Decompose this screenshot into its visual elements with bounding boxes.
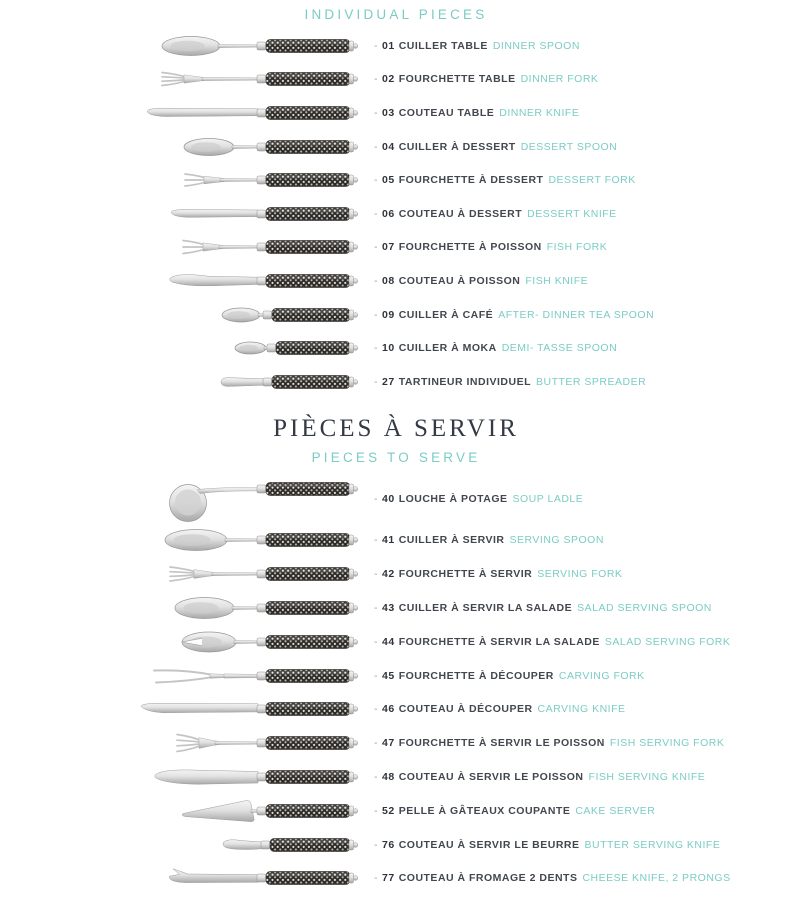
item-code: 03: [382, 106, 395, 119]
cutlery-image-dinner-fork: [0, 64, 366, 94]
cutlery-label: [374, 107, 579, 119]
item-name-en: BUTTER SPREADER: [536, 375, 647, 388]
item-row-46: [0, 693, 792, 727]
item-name-en: CARVING FORK: [558, 669, 645, 682]
item-code: 01: [382, 39, 395, 52]
dessert-knife-icon: [136, 199, 366, 229]
item-row-07: [0, 231, 792, 265]
item-row-48: [0, 760, 792, 794]
cutlery-image-cheese-knife: [0, 863, 366, 893]
dinner-knife-icon: [136, 98, 366, 128]
item-row-27: [0, 365, 792, 399]
carving-fork-icon: [136, 661, 366, 691]
item-row-52: [0, 794, 792, 828]
item-name-fr: CUILLER À SERVIR LA SALADE: [398, 602, 573, 615]
item-row-03: [0, 96, 792, 130]
cutlery-label: [374, 342, 617, 354]
cake-server-icon: [136, 796, 366, 826]
item-dash: -: [374, 375, 378, 388]
salad-serving-spoon-icon: [136, 593, 366, 623]
cutlery-image-dessert-fork: [0, 165, 366, 195]
cutlery-label: [374, 534, 604, 546]
item-name-fr: CUILLER TABLE: [398, 39, 488, 52]
item-dash: -: [374, 534, 378, 547]
item-dash: -: [374, 669, 378, 682]
item-name-fr: FOURCHETTE TABLE: [398, 73, 516, 86]
cutlery-label: [374, 376, 646, 388]
item-code: 45: [382, 669, 395, 682]
cutlery-image-serving-spoon: [0, 525, 366, 555]
item-name-fr: FOURCHETTE À POISSON: [398, 241, 542, 254]
item-dash: -: [374, 493, 378, 506]
cutlery-image-butter-serving-knife: [0, 830, 366, 860]
item-row-41: [0, 524, 792, 558]
moka-spoon-icon: [136, 333, 366, 363]
item-code: 05: [382, 174, 395, 187]
item-code: 44: [382, 635, 395, 648]
section-serve-title: PIÈCES À SERVIR: [273, 414, 519, 442]
cutlery-label: [374, 872, 731, 884]
item-name-fr: FOURCHETTE À SERVIR LA SALADE: [398, 635, 600, 648]
item-dash: -: [374, 771, 378, 783]
fish-knife-icon: [136, 266, 366, 296]
item-name-en: SOUP LADLE: [512, 493, 584, 506]
item-dash: -: [374, 635, 378, 648]
section-individual-header: INDIVIDUAL PIECES: [304, 7, 488, 22]
item-name-fr: COUTEAU TABLE: [398, 106, 495, 119]
item-name-fr: COUTEAU À POISSON: [398, 274, 521, 287]
item-row-43: [0, 591, 792, 625]
item-row-02: [0, 63, 792, 97]
item-code: 08: [382, 274, 395, 287]
cutlery-label: [374, 771, 705, 783]
cheese-knife-icon: [136, 863, 366, 893]
item-row-01: [0, 29, 792, 63]
dinner-fork-icon: [136, 64, 366, 94]
item-code: 77: [382, 872, 395, 885]
cutlery-image-carving-fork: [0, 661, 366, 691]
item-name-en: SALAD SERVING SPOON: [577, 602, 712, 615]
item-name-fr: CUILLER À SERVIR: [398, 534, 505, 547]
item-name-en: CARVING KNIFE: [537, 703, 626, 716]
carving-knife-icon: [136, 694, 366, 724]
item-name-fr: FOURCHETTE À SERVIR: [398, 568, 533, 581]
item-row-05: [0, 163, 792, 197]
item-name-en: FISH SERVING FORK: [609, 737, 725, 750]
item-name-en: DINNER FORK: [520, 73, 599, 86]
item-row-42: [0, 557, 792, 591]
cutlery-label: [374, 208, 617, 220]
item-name-en: SALAD SERVING FORK: [604, 635, 731, 648]
dessert-fork-icon: [136, 165, 366, 195]
item-code: 42: [382, 568, 395, 581]
item-code: 76: [382, 838, 395, 851]
cutlery-label: [374, 275, 588, 287]
cutlery-image-dinner-spoon: [0, 31, 366, 61]
item-dash: -: [374, 737, 378, 750]
item-dash: -: [374, 804, 378, 817]
item-code: 46: [382, 703, 395, 716]
cutlery-label: [374, 73, 598, 85]
item-name-en: DESSERT KNIFE: [527, 207, 617, 220]
item-dash: -: [374, 342, 378, 355]
item-name-en: SERVING SPOON: [509, 534, 604, 547]
item-name-fr: COUTEAU À DESSERT: [398, 207, 523, 220]
cutlery-image-dessert-spoon: [0, 132, 366, 162]
cutlery-label: [374, 703, 626, 715]
cutlery-label: [374, 602, 712, 614]
section-serve-subtitle: PIECES TO SERVE: [311, 449, 481, 465]
item-name-fr: COUTEAU À FROMAGE 2 DENTS: [398, 872, 578, 885]
fish-serving-knife-icon: [136, 762, 366, 792]
cutlery-label: [374, 839, 720, 851]
cutlery-label: [374, 141, 617, 153]
item-name-fr: CUILLER À MOKA: [398, 342, 497, 355]
cutlery-image-fish-knife: [0, 266, 366, 296]
cutlery-image-dessert-knife: [0, 199, 366, 229]
item-name-en: AFTER- DINNER TEA SPOON: [498, 308, 655, 321]
serving-pieces-list: [0, 475, 792, 896]
item-dash: -: [374, 274, 378, 287]
item-name-fr: FOURCHETTE À SERVIR LE POISSON: [398, 737, 605, 750]
item-name-en: FISH SERVING KNIFE: [588, 771, 706, 783]
item-name-en: FISH FORK: [546, 241, 608, 254]
item-dash: -: [374, 106, 378, 119]
item-row-76: [0, 828, 792, 862]
cutlery-image-cake-server: [0, 796, 366, 826]
item-name-en: DINNER KNIFE: [499, 106, 580, 119]
cutlery-label: [374, 805, 655, 817]
item-dash: -: [374, 174, 378, 187]
item-code: 40: [382, 493, 395, 506]
item-dash: -: [374, 703, 378, 716]
item-row-04: [0, 130, 792, 164]
item-name-fr: COUTEAU À SERVIR LE POISSON: [398, 771, 584, 783]
cutlery-image-butter-spreader: [0, 367, 366, 397]
item-row-47: [0, 726, 792, 760]
item-code: 02: [382, 73, 395, 86]
dessert-spoon-icon: [136, 132, 366, 162]
cutlery-image-serving-fork: [0, 559, 366, 589]
item-row-10: [0, 331, 792, 365]
cutlery-image-fish-serving-fork: [0, 728, 366, 758]
cutlery-image-dinner-knife: [0, 98, 366, 128]
cutlery-label: [374, 493, 583, 505]
item-name-fr: COUTEAU À DÉCOUPER: [398, 703, 533, 716]
cutlery-label: [374, 636, 730, 648]
cutlery-image-moka-spoon: [0, 333, 366, 363]
item-dash: -: [374, 872, 378, 885]
fish-fork-icon: [136, 232, 366, 262]
item-dash: -: [374, 207, 378, 220]
cutlery-image-fish-fork: [0, 232, 366, 262]
butter-spreader-icon: [136, 367, 366, 397]
item-dash: -: [374, 568, 378, 581]
item-code: 07: [382, 241, 395, 254]
item-name-fr: LOUCHE À POTAGE: [398, 493, 508, 506]
item-row-44: [0, 625, 792, 659]
cutlery-image-carving-knife: [0, 694, 366, 724]
item-row-08: [0, 264, 792, 298]
item-row-40: [0, 475, 792, 524]
fish-serving-fork-icon: [136, 728, 366, 758]
item-name-en: CAKE SERVER: [575, 804, 656, 817]
item-code: 10: [382, 342, 395, 355]
item-name-en: DESSERT FORK: [548, 174, 636, 187]
item-code: 06: [382, 207, 395, 220]
item-row-06: [0, 197, 792, 231]
item-code: 48: [382, 771, 395, 783]
item-code: 09: [382, 308, 395, 321]
item-code: 41: [382, 534, 395, 547]
item-dash: -: [374, 602, 378, 615]
item-dash: -: [374, 308, 378, 321]
butter-serving-knife-icon: [136, 830, 366, 860]
item-name-en: CHEESE KNIFE, 2 PRONGS: [582, 872, 731, 885]
dinner-spoon-icon: [136, 31, 366, 61]
item-dash: -: [374, 140, 378, 153]
individual-pieces-list: [0, 29, 792, 399]
item-name-fr: CUILLER À DESSERT: [398, 140, 516, 153]
item-row-09: [0, 298, 792, 332]
cutlery-label: [374, 737, 724, 749]
tea-spoon-icon: [136, 300, 366, 330]
item-name-fr: TARTINEUR INDIVIDUEL: [398, 375, 531, 388]
soup-ladle-icon: [136, 476, 366, 522]
item-name-en: FISH KNIFE: [525, 274, 589, 287]
item-code: 47: [382, 737, 395, 750]
item-name-fr: PELLE À GÂTEAUX COUPANTE: [398, 804, 571, 817]
item-code: 43: [382, 602, 395, 615]
item-row-77: [0, 862, 792, 896]
cutlery-image-soup-ladle: [0, 476, 366, 522]
item-code: 27: [382, 375, 395, 388]
item-name-en: BUTTER SERVING KNIFE: [584, 838, 721, 851]
cutlery-label: [374, 568, 622, 580]
item-name-en: DINNER SPOON: [492, 39, 580, 52]
cutlery-image-fish-serving-knife: [0, 762, 366, 792]
item-name-fr: FOURCHETTE À DESSERT: [398, 174, 544, 187]
item-name-en: SERVING FORK: [537, 568, 623, 581]
item-name-fr: COUTEAU À SERVIR LE BEURRE: [398, 838, 580, 851]
item-row-45: [0, 659, 792, 693]
serving-fork-icon: [136, 559, 366, 589]
cutlery-image-salad-serving-spoon: [0, 593, 366, 623]
salad-serving-fork-icon: [136, 627, 366, 657]
item-name-fr: FOURCHETTE À DÉCOUPER: [398, 669, 554, 682]
item-name-en: DESSERT SPOON: [520, 140, 618, 153]
serving-spoon-icon: [136, 525, 366, 555]
cutlery-label: [374, 309, 654, 321]
cutlery-image-tea-spoon: [0, 300, 366, 330]
item-name-en: DEMI- TASSE SPOON: [501, 342, 618, 355]
item-dash: -: [374, 838, 378, 851]
item-dash: -: [374, 241, 378, 254]
cutlery-image-salad-serving-fork: [0, 627, 366, 657]
item-dash: -: [374, 73, 378, 86]
cutlery-label: [374, 40, 580, 52]
item-name-fr: CUILLER À CAFÉ: [398, 308, 494, 321]
item-code: 52: [382, 804, 395, 817]
cutlery-label: [374, 670, 645, 682]
item-dash: -: [374, 39, 378, 52]
cutlery-label: [374, 241, 607, 253]
item-code: 04: [382, 140, 395, 153]
cutlery-label: [374, 174, 636, 186]
